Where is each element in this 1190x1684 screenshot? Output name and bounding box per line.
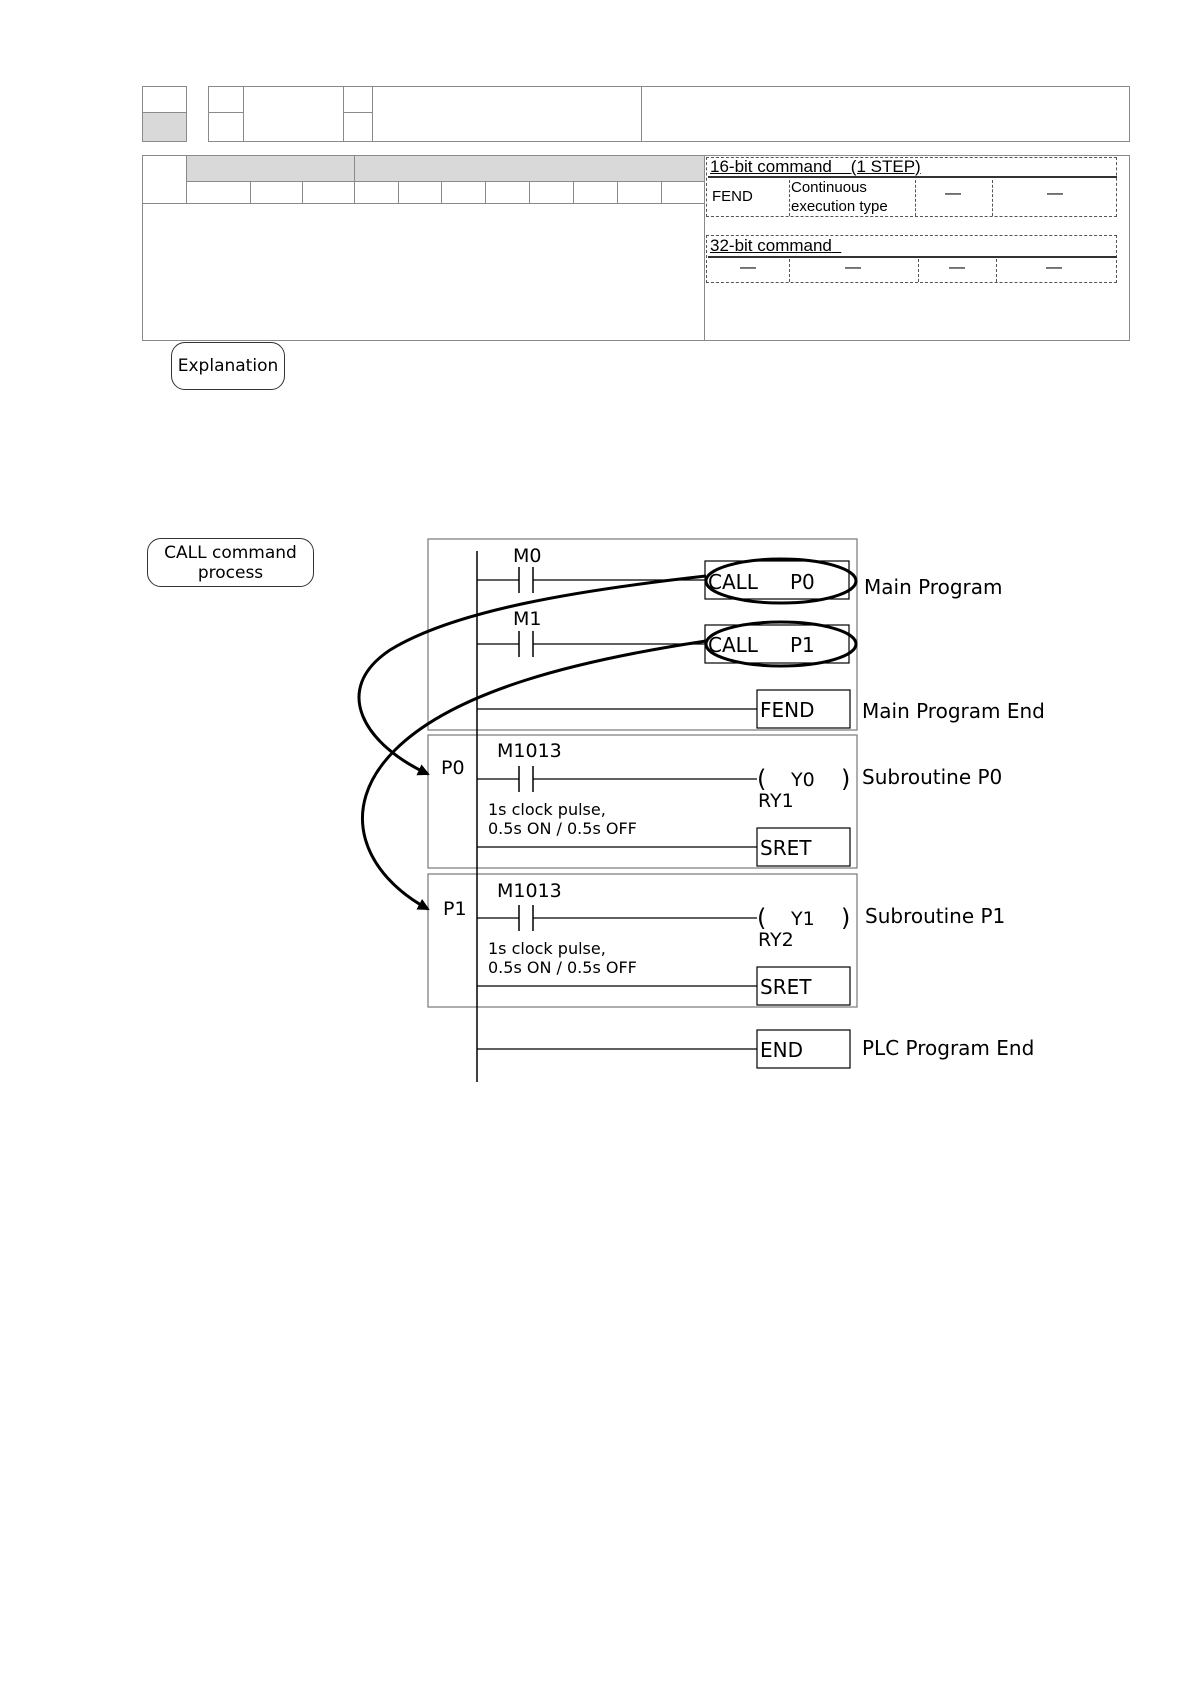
clock-note-line1: 1s clock pulse,: [488, 800, 606, 819]
rung-m1: [477, 608, 856, 666]
contact-m1013-label: M1013: [497, 880, 562, 902]
cmd32-dash: —: [845, 259, 861, 276]
main-program-label: Main Program: [864, 575, 1003, 599]
pointer-p1: P1: [443, 898, 467, 920]
end-cmd: END: [760, 1038, 803, 1062]
cmd32-dash: —: [740, 259, 756, 276]
cmd16-fend: FEND: [712, 188, 753, 205]
call-p0-cmd: CALL: [708, 570, 758, 594]
sret-p0: SRET: [760, 836, 812, 860]
call-p1-pointer: P1: [790, 633, 815, 657]
cmd32-dash: —: [1046, 259, 1062, 276]
call-p0-pointer: P0: [790, 570, 815, 594]
fend-cmd: FEND: [760, 698, 815, 722]
clock-note-line2: 0.5s ON / 0.5s OFF: [488, 958, 637, 977]
cmd32-heading: 32-bit command: [710, 236, 832, 255]
cmd16-heading: 16-bit command (1 STEP): [710, 157, 921, 176]
subroutine-p1: [443, 880, 850, 1005]
rung-fend: [477, 690, 850, 728]
contact-m0-label: M0: [513, 545, 542, 567]
pointer-p0: P0: [441, 757, 465, 779]
cmd16-dash: —: [945, 185, 961, 202]
cmd16-dash: —: [1047, 185, 1063, 202]
cmd16-exec-type: Continuous execution type: [791, 179, 888, 215]
coil-y1-open: (: [757, 904, 767, 932]
subroutine-p0-label: Subroutine P0: [862, 765, 1003, 789]
call-p1-cmd: CALL: [708, 633, 758, 657]
relay-ry1: RY1: [758, 790, 794, 812]
plc-program-end-label: PLC Program End: [862, 1036, 1035, 1060]
coil-y0-close: ): [841, 765, 851, 793]
cmd32-dash: —: [949, 259, 965, 276]
coil-y0: Y0: [791, 769, 815, 791]
sret-p1: SRET: [760, 975, 812, 999]
subroutine-p0: [441, 740, 850, 866]
clock-note-line2: 0.5s ON / 0.5s OFF: [488, 819, 637, 838]
subroutine-p1-label: Subroutine P1: [865, 904, 1006, 928]
call-p1-arrow: [362, 641, 706, 909]
call-process-label: CALL command process: [147, 538, 314, 587]
coil-y0-open: (: [757, 765, 767, 793]
contact-m1013-label: M1013: [497, 740, 562, 762]
contact-m1-label: M1: [513, 608, 542, 630]
coil-y1-close: ): [841, 904, 851, 932]
coil-y1: Y1: [791, 908, 815, 930]
rung-end: [477, 1030, 850, 1068]
main-program-end-label: Main Program End: [862, 699, 1045, 723]
explanation-label: Explanation: [171, 342, 285, 390]
relay-ry2: RY2: [758, 929, 794, 951]
rung-m0: [477, 545, 856, 603]
clock-note-line1: 1s clock pulse,: [488, 939, 606, 958]
